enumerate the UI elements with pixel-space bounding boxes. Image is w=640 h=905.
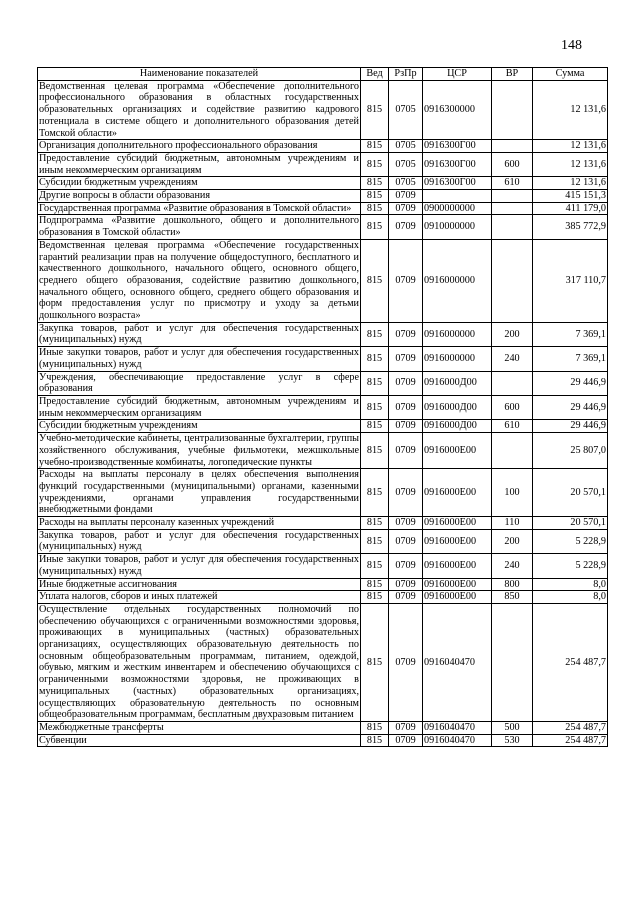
cell-rzpr: 0709 — [389, 322, 423, 346]
cell-rzpr: 0709 — [389, 239, 423, 322]
table-row — [38, 420, 608, 433]
cell-sum: 7 369,1 — [533, 322, 608, 346]
cell-vr — [492, 140, 533, 153]
cell-csr: 0916000Е00 — [423, 591, 492, 604]
cell-sum: 385 772,9 — [533, 215, 608, 239]
cell-sum: 12 131,6 — [533, 152, 608, 176]
table-row — [38, 239, 608, 322]
cell-rzpr: 0709 — [389, 469, 423, 517]
cell-name: Субвенции — [38, 734, 361, 747]
cell-vr — [492, 215, 533, 239]
cell-sum: 254 487,7 — [533, 603, 608, 721]
cell-csr: 0916000Д00 — [423, 420, 492, 433]
cell-sum: 12 131,6 — [533, 140, 608, 153]
cell-vr: 600 — [492, 152, 533, 176]
cell-csr: 0916000000 — [423, 239, 492, 322]
cell-csr: 0916000Д00 — [423, 395, 492, 419]
cell-rzpr: 0709 — [389, 603, 423, 721]
cell-csr: 0916000Е00 — [423, 554, 492, 578]
cell-csr: 0916040470 — [423, 734, 492, 747]
cell-ved: 815 — [361, 578, 389, 591]
cell-csr: 0916300000 — [423, 80, 492, 140]
cell-vr: 240 — [492, 347, 533, 371]
header-rzpr: РзПр — [389, 68, 423, 81]
cell-name: Иные закупки товаров, работ и услуг для обеспечения государственных (муниципальных) нужд — [39, 347, 359, 370]
cell-sum: 5 228,9 — [533, 554, 608, 578]
cell-sum: 29 446,9 — [533, 420, 608, 433]
cell-sum: 415 151,3 — [533, 190, 608, 203]
cell-sum: 317 110,7 — [533, 239, 608, 322]
cell-name: Субсидии бюджетным учреждениям — [38, 177, 361, 190]
cell-csr: 0916000Е00 — [423, 529, 492, 553]
cell-ved: 815 — [361, 239, 389, 322]
page-number: 148 — [561, 38, 582, 53]
cell-vr: 110 — [492, 517, 533, 530]
table-row — [38, 517, 608, 530]
cell-sum: 20 570,1 — [533, 469, 608, 517]
cell-sum: 5 228,9 — [533, 529, 608, 553]
cell-csr: 0916000000 — [423, 322, 492, 346]
cell-name: Предоставление субсидий бюджетным, автономным учреждениям и иным некоммерческим организациям — [39, 152, 359, 176]
cell-ved: 815 — [361, 177, 389, 190]
cell-rzpr: 0709 — [389, 734, 423, 747]
cell-ved: 815 — [361, 322, 389, 346]
cell-ved: 815 — [361, 140, 389, 153]
cell-vr: 500 — [492, 721, 533, 734]
cell-csr: 0916300Г00 — [423, 140, 492, 153]
cell-csr: 0916000000 — [423, 347, 492, 371]
table-row — [38, 190, 608, 203]
cell-name: Государственная программа «Развитие образования в Томской области» — [38, 202, 361, 215]
cell-vr: 200 — [492, 529, 533, 553]
cell-name: Подпрограмма «Развитие дошкольного, общего и дополнительного образования в Томской области» — [39, 215, 359, 239]
table-row — [38, 721, 608, 734]
cell-csr: 0900000000 — [423, 202, 492, 215]
cell-csr: 0916300Г00 — [423, 152, 492, 176]
cell-vr — [492, 190, 533, 203]
cell-rzpr: 0705 — [389, 140, 423, 153]
cell-vr: 610 — [492, 420, 533, 433]
cell-rzpr: 0709 — [389, 529, 423, 553]
cell-csr: 0916000Е00 — [423, 517, 492, 530]
cell-rzpr: 0705 — [389, 177, 423, 190]
cell-vr: 850 — [492, 591, 533, 604]
header-name: Наименование показателей — [38, 68, 361, 81]
cell-rzpr: 0709 — [389, 591, 423, 604]
cell-vr — [492, 239, 533, 322]
header-sum: Сумма — [533, 68, 608, 81]
cell-rzpr: 0709 — [389, 578, 423, 591]
cell-vr: 600 — [492, 395, 533, 419]
table-row — [38, 80, 608, 140]
table-row — [38, 591, 608, 604]
cell-name: Межбюджетные трансферты — [38, 721, 361, 734]
cell-ved: 815 — [361, 603, 389, 721]
cell-ved: 815 — [361, 554, 389, 578]
cell-ved: 815 — [361, 152, 389, 176]
table-row — [38, 529, 608, 553]
cell-csr: 0916040470 — [423, 603, 492, 721]
cell-vr: 200 — [492, 322, 533, 346]
cell-sum: 25 807,0 — [533, 433, 608, 469]
table-row — [38, 395, 608, 419]
cell-rzpr: 0709 — [389, 721, 423, 734]
table-row — [38, 202, 608, 215]
cell-name: Иные бюджетные ассигнования — [38, 578, 361, 591]
cell-rzpr: 0709 — [389, 554, 423, 578]
cell-name: Субсидии бюджетным учреждениям — [38, 420, 361, 433]
cell-csr — [423, 190, 492, 203]
cell-sum: 20 570,1 — [533, 517, 608, 530]
budget-table — [37, 67, 608, 747]
cell-name: Иные закупки товаров, работ и услуг для обеспечения государственных (муниципальных) нужд — [39, 554, 359, 577]
cell-ved: 815 — [361, 215, 389, 239]
cell-ved: 815 — [361, 517, 389, 530]
cell-ved: 815 — [361, 420, 389, 433]
cell-vr: 530 — [492, 734, 533, 747]
table-row — [38, 140, 608, 153]
cell-sum: 8,0 — [533, 591, 608, 604]
cell-ved: 815 — [361, 190, 389, 203]
table-row — [38, 371, 608, 395]
cell-csr: 0916040470 — [423, 721, 492, 734]
cell-name: Учреждения, обеспечивающие предоставление услуг в сфере образования — [39, 371, 359, 395]
cell-vr — [492, 603, 533, 721]
table-row — [38, 554, 608, 578]
cell-rzpr: 0709 — [389, 371, 423, 395]
cell-rzpr: 0709 — [389, 202, 423, 215]
cell-csr: 0916000Д00 — [423, 371, 492, 395]
cell-sum: 7 369,1 — [533, 347, 608, 371]
cell-sum: 12 131,6 — [533, 80, 608, 140]
cell-ved: 815 — [361, 469, 389, 517]
cell-name: Осуществление отдельных государственных полномочий по обеспечению обучающихся с ограниченными возможностями здоровья, проживающих в муниципальных (частных) образовательных организациях, осуществляющих образовательную деятельность по основным общеобразовательным программам, питанием, одеждой, обувью, мягким и жестким инвентарем и обеспечению обучающихся с ограниченными возможностями здоровья, не проживающих в муниципальных (частных) образовательных организациях, осуществляющих образовательную деятельность по основным общеобразовательным программам, бесплатным двухразовым питанием — [39, 603, 359, 721]
cell-sum: 254 487,7 — [533, 721, 608, 734]
cell-sum: 12 131,6 — [533, 177, 608, 190]
cell-csr: 0916000Е00 — [423, 578, 492, 591]
cell-csr: 0916000Е00 — [423, 469, 492, 517]
cell-vr: 240 — [492, 554, 533, 578]
cell-ved: 815 — [361, 347, 389, 371]
cell-name: Расходы на выплаты персоналу в целях обеспечения выполнения функций государственными (муниципальными) органами, казенными учреждениями, органами управления государственными внебюджетными фондами — [39, 469, 359, 516]
table-row — [38, 215, 608, 239]
cell-sum: 8,0 — [533, 578, 608, 591]
table-row — [38, 603, 608, 721]
cell-name: Закупка товаров, работ и услуг для обеспечения государственных (муниципальных) нужд — [39, 529, 359, 553]
cell-ved: 815 — [361, 433, 389, 469]
cell-name: Учебно-методические кабинеты, централизованные бухгалтерии, группы хозяйственного обслуживания, учебные фильмотеки, межшкольные учебно-производственные комбинаты, логопедические пункты — [39, 433, 359, 468]
header-csr: ЦСР — [423, 68, 492, 81]
cell-vr — [492, 371, 533, 395]
cell-ved: 815 — [361, 395, 389, 419]
table-row — [38, 734, 608, 747]
cell-rzpr: 0709 — [389, 517, 423, 530]
cell-sum: 411 179,0 — [533, 202, 608, 215]
table-row — [38, 433, 608, 469]
cell-name: Ведомственная целевая программа «Обеспечение дополнительного профессионального образования в областных государственных образовательных организациях и содействие развитию кадрового потенциала в системе общего и дополнительного образования детей Томской области» — [39, 80, 359, 139]
table-row — [38, 469, 608, 517]
table-row — [38, 578, 608, 591]
cell-ved: 815 — [361, 371, 389, 395]
cell-name: Другие вопросы в области образования — [38, 190, 361, 203]
table-row — [38, 177, 608, 190]
cell-rzpr: 0709 — [389, 395, 423, 419]
cell-rzpr: 0705 — [389, 80, 423, 140]
header-vr: ВР — [492, 68, 533, 81]
cell-name: Расходы на выплаты персоналу казенных учреждений — [38, 517, 361, 530]
cell-vr: 610 — [492, 177, 533, 190]
cell-name: Организация дополнительного профессионального образования — [38, 140, 361, 153]
cell-rzpr: 0709 — [389, 215, 423, 239]
table-row — [38, 322, 608, 346]
table-row — [38, 347, 608, 371]
table-header-row — [38, 68, 608, 81]
cell-ved: 815 — [361, 80, 389, 140]
cell-sum: 29 446,9 — [533, 371, 608, 395]
cell-ved: 815 — [361, 529, 389, 553]
cell-vr — [492, 80, 533, 140]
cell-rzpr: 0705 — [389, 152, 423, 176]
cell-vr — [492, 433, 533, 469]
table-row — [38, 152, 608, 176]
cell-name: Закупка товаров, работ и услуг для обеспечения государственных (муниципальных) нужд — [39, 322, 359, 346]
cell-rzpr: 0709 — [389, 347, 423, 371]
cell-rzpr: 0709 — [389, 420, 423, 433]
cell-vr: 100 — [492, 469, 533, 517]
cell-ved: 815 — [361, 721, 389, 734]
cell-csr: 0910000000 — [423, 215, 492, 239]
cell-sum: 29 446,9 — [533, 395, 608, 419]
cell-vr: 800 — [492, 578, 533, 591]
cell-csr: 0916000Е00 — [423, 433, 492, 469]
cell-ved: 815 — [361, 591, 389, 604]
cell-rzpr: 0709 — [389, 433, 423, 469]
cell-name: Ведомственная целевая программа «Обеспечение государственных гарантий реализации прав на получение общедоступного, бесплатного и качественного дошкольного, начального общего, основного общего, среднего общего образования, содействие развитию дошкольного, начального общего, основного общего, среднего общего образования и форм предоставления услуг по присмотру и уходу за детьми дошкольного возраста» — [39, 239, 359, 322]
cell-name: Предоставление субсидий бюджетным, автономным учреждениям и иным некоммерческим организациям — [39, 395, 359, 419]
cell-ved: 815 — [361, 734, 389, 747]
cell-sum: 254 487,7 — [533, 734, 608, 747]
cell-name: Уплата налогов, сборов и иных платежей — [38, 591, 361, 604]
cell-vr — [492, 202, 533, 215]
header-ved: Вед — [361, 68, 389, 81]
cell-rzpr: 0709 — [389, 190, 423, 203]
cell-csr: 0916300Г00 — [423, 177, 492, 190]
cell-ved: 815 — [361, 202, 389, 215]
